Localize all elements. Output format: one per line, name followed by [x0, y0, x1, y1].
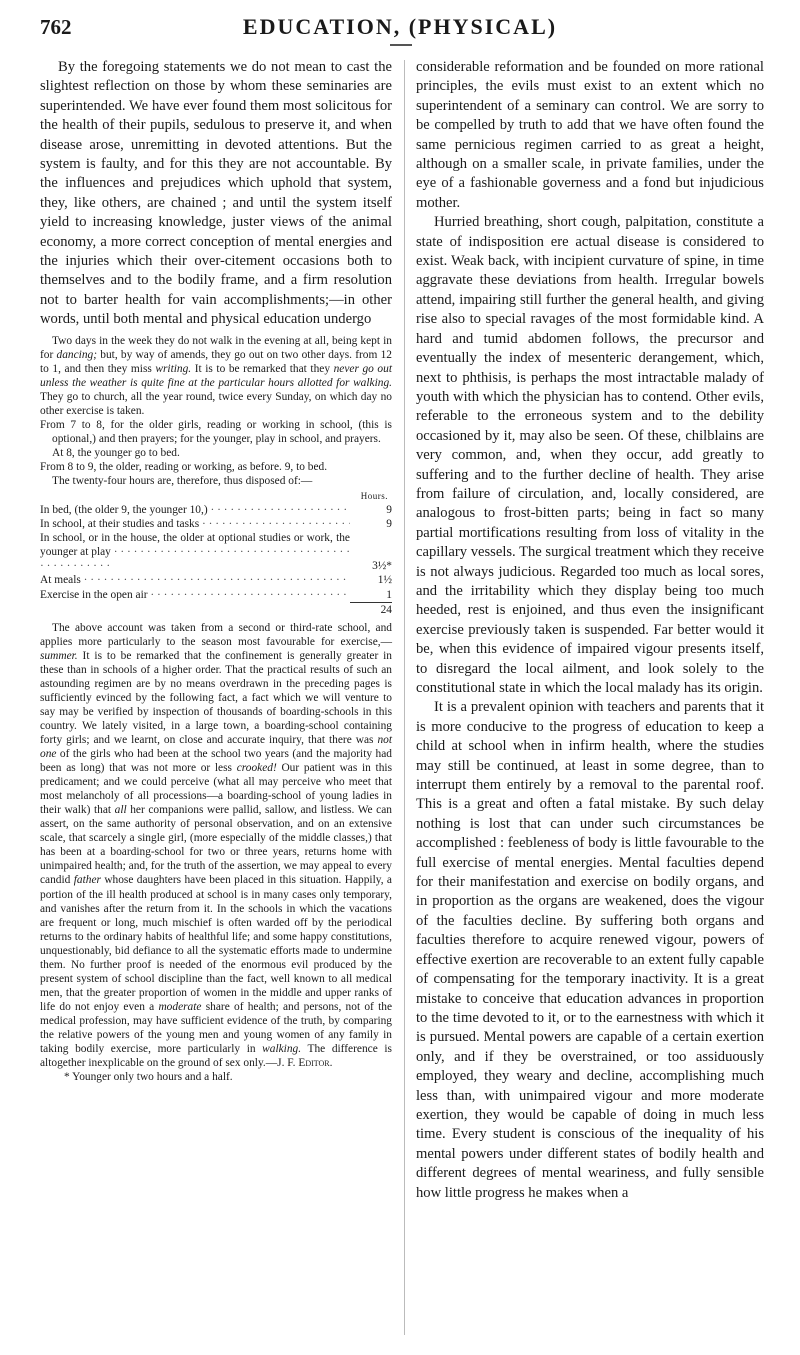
note-paragraph-6: The above account was taken from a second or third-rate school, and applies more particularly to the season most favourable for exercise,—summer. It is to be remarked that the confinement is generally greater in these than in schools of a higher order. That the practical results of such an astounding regimen are by no means overdrawn in the preceding pages is sufficiently evinced by the following fact, a fact which we will venture to say may be verified by inspection of thousands of boarding-schools in this country. We lately visited, in a large town, a boarding-school containing forty girls; and we learnt, on close and accurate inquiry, that there was not one of the girls who had been at the school two years (and the majority had been as long) that was not more or less crooked! Our patient was in this predicament; and we could perceive (what all may perceive who meet that most melancholy of all processions—a boarding-school of young ladies in their walk) that all her companions were pallid, sallow, and listless. We can assert, on the same authority of personal observation, and on an extensive scale, that scarcely a single girl, (more especially of the middle classes,) that has been at a boarding-school for two or three years, returns home with unimpaired health; and, for the truth of the assertion, we may appeal to every candid father whose daughters have been placed in this situation. Happily, a portion of the ill health produced at school is in many cases only temporary, and vanishes after the return from it. In the schools in which the vacations are frequent or long, much mischief is often warded off by the periodical returns to the ordinary habits of healthful life; and some happy constitutions, unquestionably, bid defiance to all the systematic efforts made to undermine them. No further proof is needed of the enormous evil produced by the present system of school discipline than the fact, well known to all medical men, that the greater proportion of women in the middle and upper ranks of life do not enjoy even a moderate share of health; and persons, not of the medical profession, may have sufficient evidence of the truth, by comparing the relative powers of the young men and young women of any family in taking bodily exercise, more particularly in walking. The difference is altogether inexplicable on the ground of sex only.—J. F. Editor.: [40, 621, 392, 1070]
page-header: [40, 14, 760, 44]
right-paragraph-2: Hurried breathing, short cough, palpitation, constitute a state of indisposition ere actual disease is considered to exist. Weak back, with incipient curvature of spine, in time aggravate these deviations from health. Irregular bowels attend, impairing still further the general health, and giving rise also to special ravages of the most formidable kind. A hard and tumid abdomen follows, the precursor and eventually the index of mesenteric derangement, which, next to phthisis, is perhaps the most intractable malady of youth with which the physician has to contend. Other evils, referable to the erroneous system and to the debility occasioned by it, may also be seen. Of these, chilblains are very common, and, when they occur, add greatly to suffering and to the further decline of health. They arise from failure of circulation, and, locally considered, are analogous to frost-bitten parts; being in fact so many partial mortifications resulting from loss of vitality in the capillary vessels. The surgical treatment which they receive is not always judicious. Regarded too much as local sores, and the irritability which they display being too much heeded, rest is enjoined, and thus even the insignificant exercise previously taken is suspended. Far better would it be, when this evidence of impaired vigour presents itself, to disregard the local ailment, and look solely to the constitutional state in which the local malady has its origin.: [416, 214, 764, 696]
header-ornament: [390, 44, 412, 46]
editor-note: [40, 334, 392, 1084]
footnote: * Younger only two hours and a half.: [64, 1071, 233, 1084]
schedule-row: In bed, (the older 9, the younger 10,) · · · 9: [40, 503, 392, 517]
schedule-row: In school, at their studies and tasks · · · 9: [40, 517, 392, 531]
hours-schedule: [40, 489, 392, 616]
right-paragraph-1: considerable reformation and be founded on more rational principles, the evils must exist to an extent which no superintendent of a seminary can control. We are sorry to be compelled by truth to add that we have often found the same pernicious regimen carried to as great a height, although on a smaller scale, in private families, under the eye of a fashionable governess and a fond but injudicious mother.: [416, 59, 764, 211]
page-number: 762: [40, 15, 72, 39]
note-paragraph-1: Two days in the week they do not walk in the evening at all, being kept in for dancing; but, by way of amends, they go out on two other days. from 12 to 1, and then they miss writing. It is to be remarked that they never go out unless the weather is quite fine at the particular hours allotted for walking. They go to church, all the year round, twice every Sunday, on which day no other exercise is taken.: [40, 334, 392, 417]
note-paragraph-2: From 7 to 8, for the older girls, reading or working in school, (this is optional,) and then prayers; for the younger, play in school, and prayers.: [40, 418, 392, 446]
schedule-row: Exercise in the open air · · · 1: [40, 588, 392, 602]
running-title: EDUCATION, (PHYSICAL): [242, 14, 558, 39]
right-column: [416, 58, 764, 1203]
editor-signature: Editor.: [298, 1057, 333, 1070]
schedule-total: 24: [40, 602, 392, 617]
note-paragraph-3: At 8, the younger go to bed.: [52, 447, 180, 460]
left-column: [40, 58, 392, 1084]
right-paragraph-3: It is a prevalent opinion with teachers and parents that it is more conducive to the progress of education to keep a child at school when in infirm health, where the studies may still be continued, at least in some degree, than to interrupt them entirely by a removal to the parental roof. This is a great and often a fatal mistake. By such delay nothing is lost that can under such circumstances be accomplished : feebleness of body is little favourable to the full exercise of mental energies. Mental faculties depend for their manifestation and exercise on bodily organs, and in proportion as the organs are weakened, does the vigour of the faculties decline. By suffering both organs and faculties therefore to acquire renewed vigour, powers of effective exertion are recoverable to an extent fully capable of compensating for the temporary inactivity. It is a great mistake to conceive that education advances in proportion to the time devoted to it, or to the earnestness with which it is pursued. Mental powers are capable of a certain exertion only, and if they be overstrained, or too assiduously employed, they weary and decline, accomplishing much less than, with unimpaired vigour and more moderate exertion, they would be capable of doing in much less time. Every student is conscious of the inequality of his mental powers under different states of bodily health and different degrees of mental weariness, and fully sensible how little progress he makes when a: [416, 699, 764, 1201]
schedule-row: In school, or in the house, the older at optional studies or work, the younger at play · · · 3½*: [40, 531, 392, 573]
column-divider: [404, 60, 405, 1335]
hours-column-header: Hours.: [360, 491, 388, 502]
left-paragraph-1: By the foregoing statements we do not mean to cast the slightest reflection on those by whom these seminaries are superintended. We have ever found them most solicitous for the health of their pupils, sedulous to preserve it, and when disease arose, unremitting in devoted attentions. But the system is faulty, and for this they are not accountable. By the influences and prejudices which uphold that system, they, like others, are chained ; and until the system itself yield to increasing knowledge, juster views of the animal economy, a more correct conception of mental energies and the injuries which their over-citement occasions both to themselves and to the bodily frame, and a firm resolution not to barter health for vain accomplishments;—in other words, until both mental and physical education undergo: [40, 59, 392, 328]
schedule-row: At meals · · · 1½: [40, 573, 392, 587]
note-paragraph-5: The twenty-four hours are, therefore, thus disposed of:—: [52, 475, 313, 488]
note-paragraph-4: From 8 to 9, the older, reading or working, as before. 9, to bed.: [40, 461, 328, 474]
